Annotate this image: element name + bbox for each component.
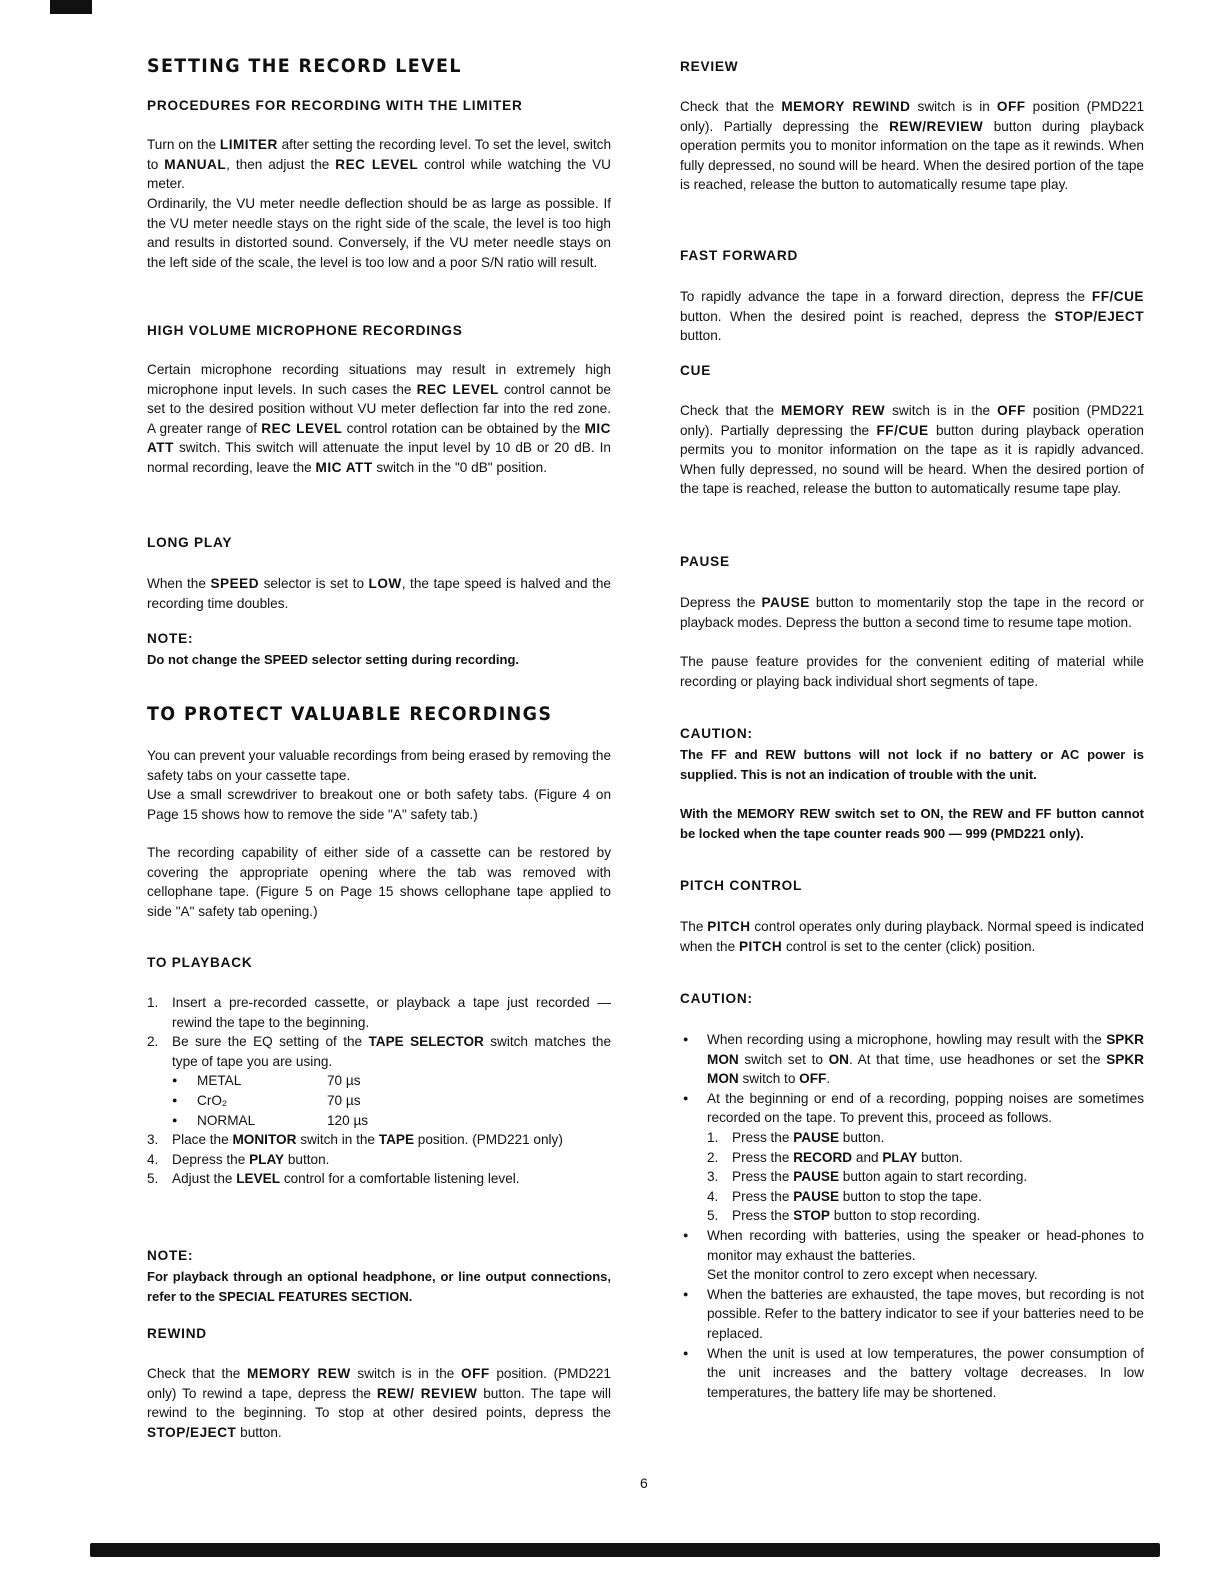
bold-term: REW/REVIEW [889, 118, 984, 134]
text-run: button again to start recording. [839, 1169, 1028, 1185]
text-run: Turn on the [147, 137, 220, 152]
bullet-note: Set the monitor control to zero except when necessary. [707, 1267, 1038, 1283]
text-run: button to stop recording. [829, 1208, 981, 1224]
step-number: 1. [707, 1129, 719, 1145]
text-run: control for a comfortable listening level. [280, 1171, 520, 1187]
text-run: switch is in [910, 99, 997, 114]
text-run: When recording using a microphone, howling may result with the [707, 1032, 1107, 1047]
text-run: . [826, 1071, 831, 1087]
text-run: position. (PMD221 only) To rewind a tape, depress the [147, 1366, 611, 1401]
scan-edge-bar [90, 1543, 1160, 1557]
text-run: At the beginning or end of a recording, popping noises are sometimes recorded on the tape. To prevent this, proceed as follows. [707, 1090, 1144, 1126]
item-number: 5. [147, 1171, 159, 1187]
text-run: Press the [732, 1169, 794, 1185]
text-run: The pause feature provides for the convenient editing of material while recording or playing back individual short segments of tape. [680, 654, 1144, 689]
text-run: position (PMD221 only). Partially depressing the [680, 403, 1144, 438]
eq-value: 120 µs [327, 1112, 369, 1128]
text-run: The [680, 919, 708, 934]
text-run: You can prevent your valuable recordings from being erased by removing the safety tabs on your cassette tape. [147, 748, 611, 783]
paragraph [680, 401, 1144, 499]
text-run: To rapidly advance the tape in a forward direction, depress the [680, 289, 1092, 304]
bullet-item [680, 1285, 1144, 1344]
text-run: Be sure the EQ setting of the [172, 1034, 369, 1050]
list-item [147, 993, 611, 1032]
list-item [147, 1150, 611, 1170]
bold-term: MEMORY REW [247, 1366, 351, 1381]
text-run: When the [147, 576, 211, 591]
bullet-icon: ● [683, 1034, 689, 1044]
subsection-heading: PROCEDURES FOR RECORDING WITH THE LIMITER [147, 98, 523, 113]
text-run: control while watching the VU meter. [147, 156, 611, 192]
step-item [707, 1148, 1144, 1168]
eq-setting-row [147, 1111, 611, 1131]
bold-term: SPEED [210, 576, 260, 591]
text-run: Ordinarily, the VU meter needle deflection should be as large as possible. If the VU meter needle stays on the right side of the scale, the level is too high and results in distorted sound. Conversely, if the VU meter needle stays on the left side of the scale, the level is too low and a poor S/N ratio will result. [147, 196, 611, 270]
paragraph [147, 574, 611, 613]
text-run: selector is set to [259, 576, 369, 591]
bullet-icon: ● [172, 1114, 178, 1125]
bold-term: OFF [996, 99, 1026, 114]
bold-notice: With the MEMORY REW switch set to ON, the REW and FF button cannot be locked when the tape counter reads 900 — 999 (PMD221 only). [680, 806, 1144, 841]
step-item [707, 1187, 1144, 1207]
bold-term: FF/CUE [876, 422, 929, 438]
bold-term: MEMORY REWIND [781, 99, 911, 114]
bold-term: LOW [368, 576, 402, 591]
bold-term: REC LEVEL [261, 420, 343, 436]
paragraph [147, 746, 611, 785]
text-run: and [852, 1149, 883, 1165]
bold-term: PAUSE [793, 1188, 840, 1204]
bold-term: REC LEVEL [416, 381, 499, 397]
item-number: 2. [147, 1034, 159, 1050]
subsection-heading: CUE [680, 363, 712, 378]
paragraph [147, 360, 611, 478]
subsection-heading: LONG PLAY [147, 535, 233, 550]
bold-term: OFF [799, 1071, 827, 1087]
eq-setting-row [147, 1071, 611, 1091]
bold-term: LIMITER [219, 137, 278, 152]
text-run: Insert a pre-recorded cassette, or playback a tape just recorded — rewind the tape to the beginning. [172, 995, 611, 1030]
subsection-heading: CAUTION: [680, 991, 753, 1006]
bold-term: PITCH [707, 919, 751, 934]
subsection-heading: NOTE: [147, 631, 194, 646]
bullet-list [680, 1030, 1144, 1402]
paragraph [680, 97, 1144, 195]
text-run: control is set to the center (click) position. [782, 938, 1036, 954]
text-run: Check that the [680, 99, 782, 114]
text-run: switch to [738, 1071, 800, 1087]
text-run: button. The tape will rewind to the beginning. To stop at other desired points, depress the [147, 1385, 611, 1421]
text-run: after setting the recording level. To set the level, switch to [147, 137, 612, 172]
item-number: 1. [147, 995, 159, 1010]
text-run: Press the [732, 1149, 794, 1165]
text-run: switch matches the type of tape you are using. [172, 1034, 611, 1069]
bold-term: OFF [461, 1366, 490, 1381]
text-run: button. [917, 1149, 963, 1165]
text-run: control operates only during playback. Normal speed is indicated when the [680, 919, 1144, 954]
bullet-icon: ● [172, 1094, 178, 1105]
text-run: switch is in the [885, 403, 998, 418]
text-run: button during playback operation permits you to monitor information on the tape as it rewinds. When fully depressed, no sound will be heard. When the desired portion of the tape is reached, release the button to automatically resume tape play. [680, 118, 1144, 193]
bullet-item [680, 1089, 1144, 1226]
text-run: switch in the [296, 1132, 379, 1148]
list-item [147, 1169, 611, 1189]
bold-term: ON [828, 1051, 849, 1067]
bold-term: MANUAL [164, 156, 227, 172]
text-run: The recording capability of either side of a cassette can be restored by covering the appropriate opening where the tab was removed with cellophane tape. (Figure 5 on Page 15 shows cellophane tape applied to side "A" safety tab opening.) [147, 845, 611, 919]
bold-term: PAUSE [793, 1169, 840, 1185]
text-run: button. [236, 1424, 282, 1440]
text-run: When the unit is used at low temperatures, the power consumption of the unit increases and the battery voltage decreases. In low temperatures, the battery life may be shortened. [707, 1345, 1144, 1400]
bold-term: PLAY [882, 1149, 918, 1165]
scan-edge-mark [50, 0, 92, 14]
section-title: SETTING THE RECORD LEVEL [147, 55, 462, 77]
text-run: button to momentarily stop the tape in the record or playback modes. Depress the button a second time to resume tape motion. [680, 595, 1144, 630]
item-number: 4. [147, 1151, 159, 1167]
bullet-icon: ● [683, 1347, 689, 1358]
text-run: Press the [732, 1129, 794, 1145]
text-run: button. [839, 1129, 885, 1145]
text-run: switch. This switch will attenuate the input level by 10 dB or 20 dB. In normal recording, leave the [147, 440, 611, 475]
bold-term: MIC ATT [147, 420, 611, 456]
bold-term: PAUSE [761, 595, 810, 610]
text-run: Adjust the [172, 1171, 237, 1187]
page-number: 6 [640, 1475, 648, 1491]
bullet-icon: ● [683, 1229, 689, 1240]
text-run: Use a small screwdriver to breakout one or both safety tabs. (Figure 4 on Page 15 shows how to remove the side "A" safety tab.) [147, 787, 611, 822]
text-run: switch in the "0 dB" position. [372, 459, 548, 475]
bold-term: PITCH [738, 938, 783, 954]
bold-term: STOP/EJECT [147, 1424, 237, 1440]
text-run: switch set to [738, 1051, 829, 1067]
paragraph [147, 843, 611, 921]
subsection-heading: REVIEW [680, 59, 739, 74]
bold-term: REC LEVEL [335, 156, 419, 172]
eq-setting-row [147, 1091, 611, 1111]
bold-notice: Do not change the SPEED selector setting during recording. [147, 652, 519, 667]
text-run: Place the [172, 1132, 233, 1148]
subsection-heading: HIGH VOLUME MICROPHONE RECORDINGS [147, 323, 463, 338]
bold-term: OFF [997, 403, 1026, 418]
bold-notice: The FF and REW buttons will not lock if no battery or AC power is supplied. This is not an indication of trouble with the unit. [680, 747, 1144, 782]
subsection-heading: FAST FORWARD [680, 248, 799, 263]
subsection-heading: PITCH CONTROL [680, 878, 803, 893]
bold-term: REW/ REVIEW [376, 1385, 478, 1401]
list-item [147, 1130, 611, 1150]
text-run: Press the [732, 1188, 794, 1204]
bold-term: SPKR MON [707, 1032, 1144, 1067]
tape-type: METAL [197, 1073, 242, 1089]
step-number: 3. [707, 1169, 719, 1185]
step-number: 5. [707, 1208, 719, 1224]
text-run: Press the [732, 1208, 794, 1224]
text-run: . At that time, use headhones or set the [848, 1051, 1107, 1067]
bold-term: TAPE [378, 1132, 415, 1148]
paragraph [147, 194, 611, 272]
text-run: button during playback operation permits you to monitor information on the tape as it is rapidly advanced. When fully depressed, no sound will be heard. When the desired portion of the tape is reached, release the button to automatically resume tape play. [680, 422, 1144, 497]
item-number: 3. [147, 1132, 159, 1148]
bold-term: RECORD [793, 1149, 853, 1165]
step-item [707, 1128, 1144, 1148]
bullet-item [680, 1226, 1144, 1285]
bold-term: MIC ATT [315, 459, 373, 475]
bold-term: TAPE SELECTOR [368, 1034, 484, 1050]
bold-term: SPKR MON [707, 1051, 1144, 1087]
text-run: Check that the [147, 1366, 247, 1381]
bold-term: MONITOR [232, 1132, 297, 1148]
text-run: , then adjust the [226, 156, 336, 172]
paragraph [680, 652, 1144, 691]
tape-type: CrO₂ [197, 1092, 228, 1108]
text-run: button. When the desired point is reached, depress the [680, 308, 1055, 324]
paragraph [147, 1364, 611, 1442]
bullet-item [680, 1030, 1144, 1089]
bullet-item [680, 1344, 1144, 1403]
bold-term: STOP/EJECT [1054, 308, 1144, 324]
text-run: button to stop the tape. [839, 1188, 982, 1204]
paragraph [147, 135, 611, 194]
text-run: Depress the [680, 595, 762, 610]
step-item [707, 1167, 1144, 1187]
text-run: Certain microphone recording situations may result in extremely high microphone input levels. In such cases the [147, 362, 611, 397]
paragraph [680, 593, 1144, 632]
bold-term: PLAY [249, 1151, 285, 1167]
subsection-heading: TO PLAYBACK [147, 955, 253, 970]
bullet-icon: ● [683, 1092, 689, 1103]
text-run: control cannot be set to the desired position without VU meter deflection far into the red zone. A greater range of [147, 381, 611, 436]
text-run: , the tape speed is halved and the recording time doubles. [147, 576, 611, 611]
section-title: TO PROTECT VALUABLE RECORDINGS [147, 703, 553, 725]
bullet-icon: ● [172, 1075, 178, 1086]
text-run: control rotation can be obtained by the [342, 420, 585, 436]
paragraph [680, 917, 1144, 956]
numbered-list [147, 993, 611, 1189]
subsection-heading: NOTE: [147, 1248, 194, 1263]
step-number: 4. [707, 1188, 719, 1204]
step-item [707, 1206, 1144, 1226]
bold-notice: For playback through an optional headphone, or line output connections, refer to the SPECIAL FEATURES SECTION. [147, 1269, 611, 1304]
step-number: 2. [707, 1149, 719, 1165]
list-item [147, 1032, 611, 1071]
bold-term: FF/CUE [1091, 289, 1144, 304]
paragraph [680, 287, 1144, 346]
bullet-icon: ● [683, 1288, 689, 1299]
text-run: When recording with batteries, using the speaker or head-phones to monitor may exhaust the batteries. [707, 1227, 1144, 1263]
eq-value: 70 µs [327, 1092, 361, 1108]
subsection-heading: REWIND [147, 1326, 207, 1341]
paragraph [147, 785, 611, 824]
text-run: position. (PMD221 only) [414, 1132, 563, 1148]
subsection-heading: CAUTION: [680, 726, 753, 741]
bold-term: MEMORY REW [781, 403, 886, 418]
text-run: Depress the [172, 1151, 250, 1167]
text-run: When the batteries are exhausted, the tape moves, but recording is not possible. Refer to the battery indicator to see if your batteries need to be replaced. [707, 1286, 1144, 1341]
text-run: switch is in the [350, 1366, 461, 1381]
tape-type: NORMAL [197, 1112, 256, 1128]
bold-term: PAUSE [793, 1129, 840, 1145]
text-run: button. [284, 1151, 330, 1167]
eq-value: 70 µs [327, 1073, 361, 1089]
text-run: Check that the [680, 403, 782, 418]
subsection-heading: PAUSE [680, 554, 730, 569]
text-run: position (PMD221 only). Partially depressing the [680, 99, 1145, 134]
bold-term: STOP [793, 1208, 830, 1224]
text-run: button. [680, 328, 722, 344]
bold-term: LEVEL [236, 1171, 281, 1187]
